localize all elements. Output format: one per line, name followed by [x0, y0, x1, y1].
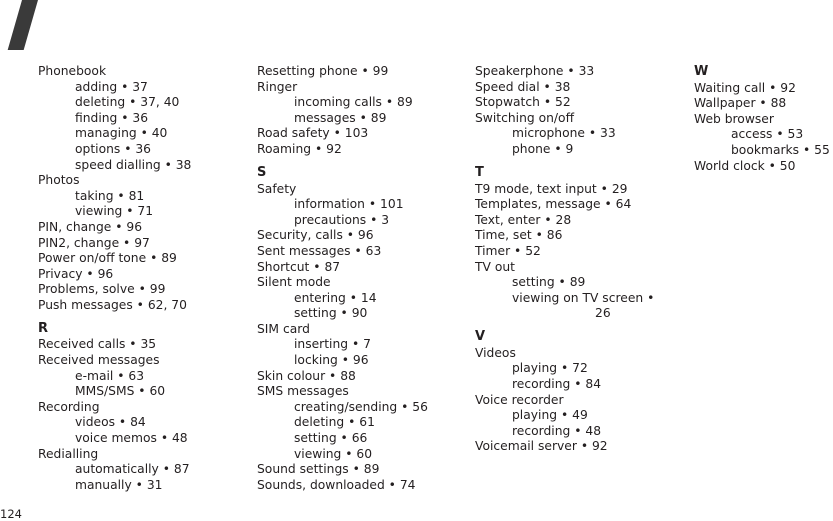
index-subentry: deleting • 37, 40 — [75, 95, 180, 110]
index-subentry: incoming calls • 89 — [294, 95, 413, 110]
index-letter-heading: W — [694, 64, 709, 79]
index-subentry: speed dialling • 38 — [75, 157, 192, 172]
index-entry: Videos — [475, 345, 516, 360]
index-entry: Ringer — [257, 79, 298, 94]
index-subentry: managing • 40 — [75, 126, 168, 141]
index-subentry: viewing on TV screen • — [512, 290, 655, 305]
index-letter-heading: V — [475, 329, 486, 345]
index-subentry: manually • 31 — [75, 477, 163, 492]
index-subentry: voice memos • 48 — [75, 431, 188, 446]
index-entry: Web browser — [694, 111, 774, 126]
index-subentry: phone • 9 — [512, 141, 574, 156]
index-entry: Silent mode — [257, 275, 331, 290]
index-entry: Voice recorder — [475, 392, 564, 407]
index-subentry: creating/sending • 56 — [294, 399, 428, 414]
index-entry: Roaming • 92 — [257, 141, 342, 156]
index-entry: PIN2, change • 97 — [38, 235, 150, 250]
index-subentry-continuation: 26 — [595, 306, 611, 321]
index-subentry: playing • 72 — [512, 361, 588, 376]
index-entry: T9 mode, text input • 29 — [475, 181, 628, 196]
index-entry: Switching on/off — [475, 110, 575, 125]
index-entry: Road safety • 103 — [257, 126, 369, 141]
corner-slash-decoration — [8, 0, 38, 50]
index-subentry: access • 53 — [731, 127, 804, 142]
index-entry: SMS messages — [257, 384, 349, 399]
index-column-3 — [475, 64, 675, 455]
index-letter-heading: T — [475, 164, 484, 180]
index-entry: Speed dial • 38 — [475, 79, 571, 94]
index-entry: Security, calls • 96 — [257, 228, 374, 243]
index-entry: Resetting phone • 99 — [257, 64, 389, 78]
index-entry: Power on/off tone • 89 — [38, 251, 177, 266]
index-entry: Voicemail server • 92 — [475, 439, 608, 454]
index-subentry: setting • 90 — [294, 306, 368, 321]
index-entry: Photos — [38, 173, 80, 188]
index-subentry: information • 101 — [294, 197, 404, 212]
index-column-1 — [38, 64, 238, 493]
index-subentry: playing • 49 — [512, 408, 588, 423]
index-entry: Sent messages • 63 — [257, 243, 382, 258]
index-column-4 — [694, 64, 833, 174]
index-entry: Push messages • 62, 70 — [38, 297, 187, 312]
index-entry: Templates, message • 64 — [475, 197, 632, 212]
index-subentry: MMS/SMS • 60 — [75, 384, 166, 399]
index-subentry: recording • 84 — [512, 377, 602, 392]
index-subentry: precautions • 3 — [294, 212, 390, 227]
index-entry: World clock • 50 — [694, 158, 796, 173]
index-entry: PIN, change • 96 — [38, 219, 143, 234]
index-subentry: bookmarks • 55 — [731, 142, 830, 157]
index-entry: Text, enter • 28 — [475, 212, 572, 227]
index-subentry: messages • 89 — [294, 110, 387, 125]
index-entry: Problems, solve • 99 — [38, 282, 166, 297]
index-entry: Recording — [38, 399, 100, 414]
index-entry: Speakerphone • 33 — [475, 64, 595, 78]
index-subentry: finding • 36 — [75, 110, 149, 125]
index-subentry: viewing • 71 — [75, 204, 154, 219]
index-subentry: viewing • 60 — [294, 446, 373, 461]
index-subentry: locking • 96 — [294, 353, 369, 368]
index-subentry: taking • 81 — [75, 188, 145, 203]
index-entry: Received calls • 35 — [38, 337, 157, 352]
index-subentry: setting • 89 — [512, 275, 586, 290]
index-entry: Shortcut • 87 — [257, 259, 341, 274]
index-entry: Stopwatch • 52 — [475, 95, 571, 110]
index-entry: Wallpaper • 88 — [694, 96, 787, 111]
index-entry: SIM card — [257, 321, 310, 336]
index-entry: Safety — [257, 181, 297, 196]
index-subentry: adding • 37 — [75, 79, 148, 94]
index-column-2 — [257, 64, 457, 493]
index-entry: Time, set • 86 — [475, 228, 563, 243]
index-entry: Waiting call • 92 — [694, 80, 796, 95]
index-entry: Sounds, downloaded • 74 — [257, 477, 416, 492]
index-entry: Timer • 52 — [475, 243, 541, 258]
index-entry: Redialling — [38, 446, 99, 461]
index-subentry: videos • 84 — [75, 415, 146, 430]
index-entry: TV out — [475, 259, 515, 274]
index-subentry: options • 36 — [75, 141, 152, 156]
index-subentry: inserting • 7 — [294, 337, 371, 352]
index-subentry: recording • 48 — [512, 423, 602, 438]
index-entry: Sound settings • 89 — [257, 462, 380, 477]
index-entry: Phonebook — [38, 64, 107, 78]
index-entry: Privacy • 96 — [38, 266, 114, 281]
page-number: 124 — [0, 507, 22, 521]
index-subentry: automatically • 87 — [75, 462, 190, 477]
index-subentry: entering • 14 — [294, 290, 377, 305]
index-entry: Skin colour • 88 — [257, 368, 356, 383]
index-letter-heading: S — [257, 164, 267, 180]
index-entry: Received messages — [38, 353, 160, 368]
index-subentry: microphone • 33 — [512, 126, 616, 141]
index-subentry: deleting • 61 — [294, 415, 375, 430]
index-subentry: e-mail • 63 — [75, 368, 145, 383]
index-subentry: setting • 66 — [294, 431, 368, 446]
index-letter-heading: R — [38, 320, 49, 336]
